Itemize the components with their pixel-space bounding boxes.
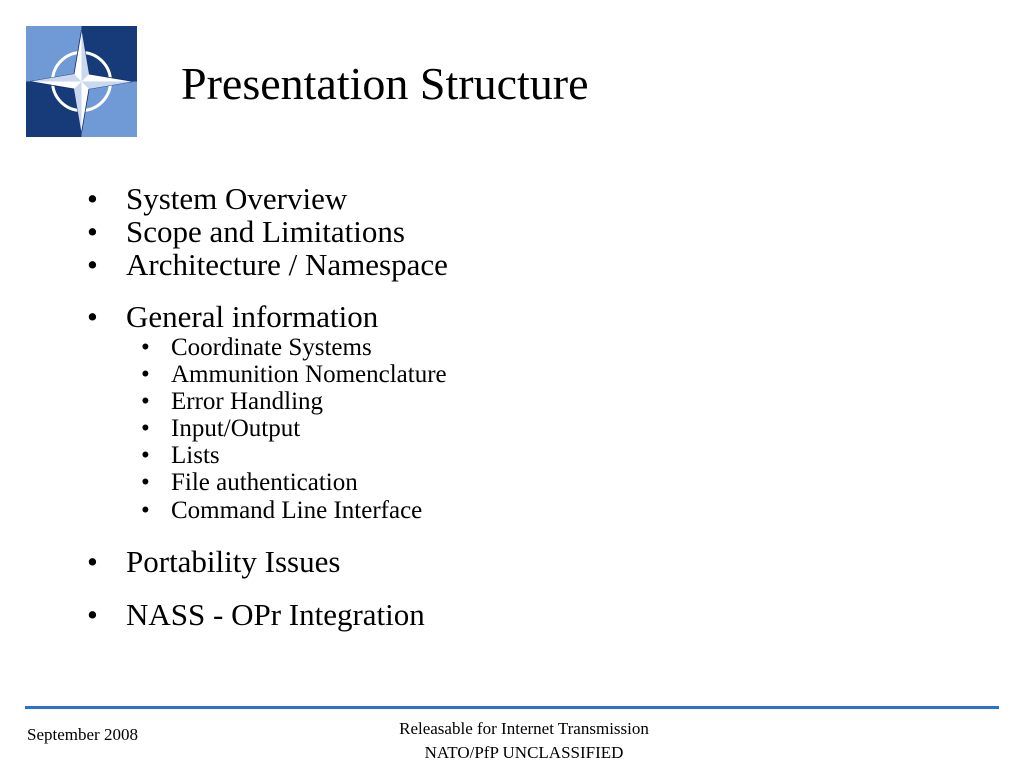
nato-logo-icon bbox=[26, 26, 137, 137]
bullet-item: • System Overview bbox=[126, 182, 347, 216]
sub-bullet-item: • Command Line Interface bbox=[171, 497, 422, 524]
footer-date: September 2008 bbox=[27, 725, 138, 744]
footer-release-line: Releasable for Internet Transmission bbox=[399, 719, 649, 738]
sub-bullet-item: • File authentication bbox=[171, 469, 358, 496]
slide-title: Presentation Structure bbox=[181, 58, 589, 109]
sub-bullet-item: • Ammunition Nomenclature bbox=[171, 361, 447, 388]
sub-bullet-item: • Coordinate Systems bbox=[171, 334, 372, 361]
bullet-item: • Scope and Limitations bbox=[126, 215, 405, 249]
sub-bullet-item: • Lists bbox=[171, 442, 220, 469]
bullet-item: • Portability Issues bbox=[126, 545, 340, 579]
bullet-item: • NASS - OPr Integration bbox=[126, 598, 425, 632]
footer-classification: NATO/PfP UNCLASSIFIED bbox=[424, 743, 624, 762]
sub-bullet-item: • Input/Output bbox=[171, 415, 300, 442]
footer-rule bbox=[25, 706, 999, 709]
bullet-item: • General information bbox=[126, 300, 378, 334]
bullet-item: • Architecture / Namespace bbox=[126, 248, 448, 282]
sub-bullet-item: • Error Handling bbox=[171, 388, 323, 415]
footer-classification-block bbox=[300, 717, 748, 765]
